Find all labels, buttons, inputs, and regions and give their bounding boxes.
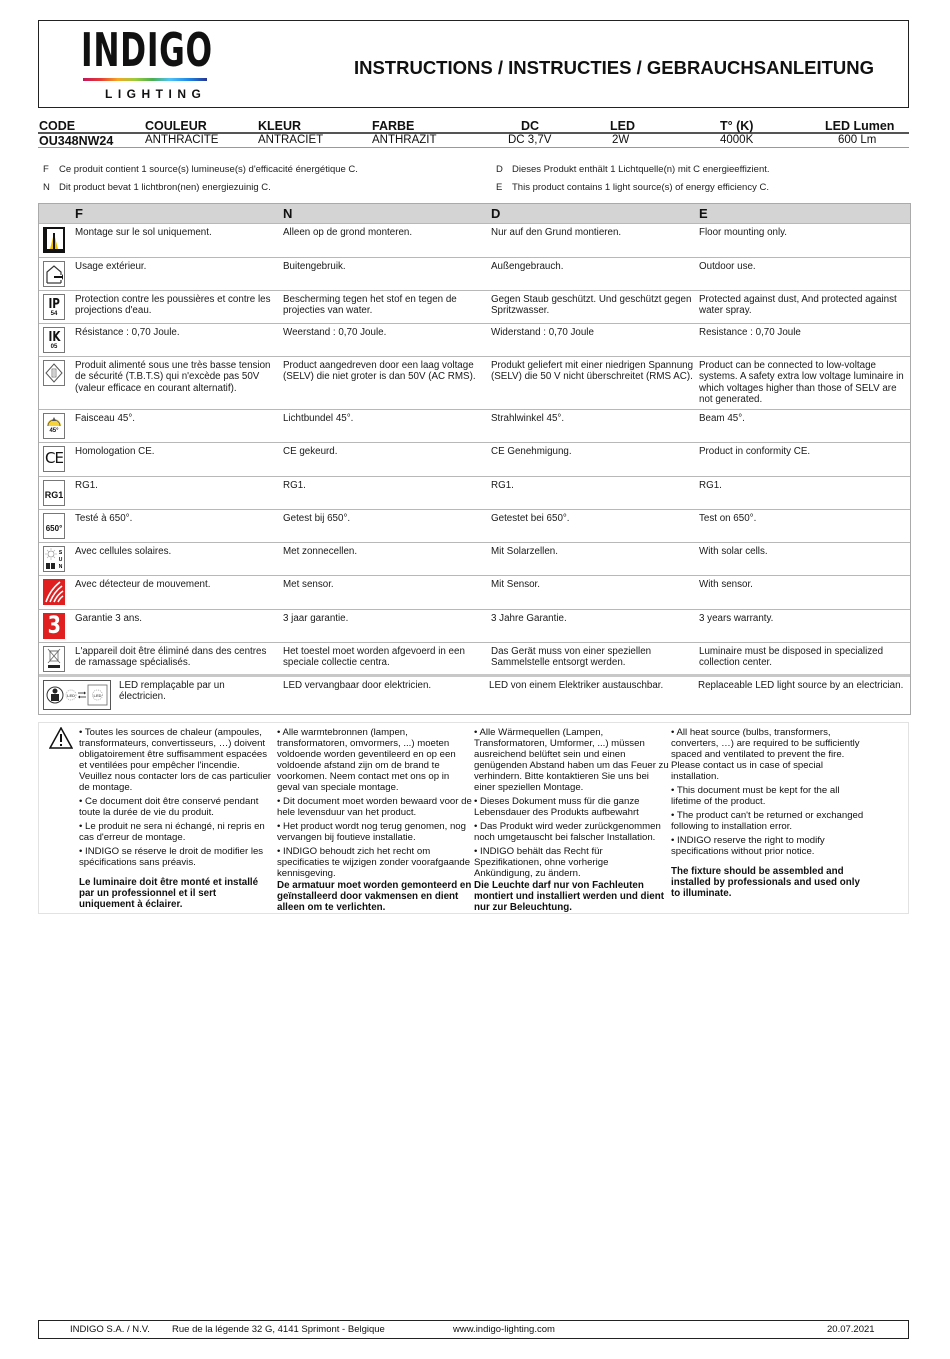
feature-row-selv [39,356,910,409]
spec-value-couleur: ANTHRACITE [145,134,219,146]
spec-value-lumen: 600 Lm [838,134,877,146]
footer-website[interactable]: www.indigo-lighting.com [453,1324,555,1335]
weee-bin-icon [43,646,65,672]
feature-text-f: Produit alimenté sous une très basse tension de sécurité (T.B.T.S) qui n'excède pas 50V (valeur efficace en courant alternatif). [75,360,271,394]
feature-row-led-replaceable [39,674,910,714]
feature-row-ip54 [39,290,910,323]
feature-text-n: Alleen op de grond monteren. [283,227,413,238]
feature-row-beam [39,409,910,442]
feature-text-n: Weerstand : 0,70 Joule. [283,327,387,338]
svg-text:S: S [58,550,63,556]
warning-item: • INDIGO se réserve le droit de modifier les spécifications sans préavis. [79,846,264,868]
glow-wire-650-icon: 650° [43,513,65,539]
rg1-icon: RG1 [43,480,65,506]
feature-text-f: Garantie 3 ans. [75,613,142,624]
warning-item: • Le produit ne sera ni échangé, ni repris en cas d'erreur de montage. [79,821,265,843]
logo-wordmark: INDIGO [81,23,213,77]
warning-item: • Dit document moet worden bewaard voor de hele levensduur van het product. [277,796,472,818]
feature-text-n: Buitengebruik. [283,261,346,272]
feature-text-d: Mit Solarzellen. [491,546,558,557]
feature-text-d: RG1. [491,480,514,491]
warnings-section [38,722,909,914]
selv-class-iii-icon [43,360,65,386]
energy-label-n: N Dit product bevat 1 lichtbron(nen) energiezuinig C. [43,182,271,193]
feature-row-solar [39,542,910,575]
logo-rainbow-bar [83,78,207,81]
spec-header-temperature: T° (K) [720,119,754,133]
feature-text-f: Montage sur le sol uniquement. [75,227,212,238]
feature-text-f: Avec cellules solaires. [75,546,172,557]
energy-label-e: E This product contains 1 light source(s) of energy efficiency C. [496,182,769,193]
footer-address: Rue de la légende 32 G, 4141 Sprimont - Belgique [172,1324,385,1335]
spec-header-couleur: COULEUR [145,119,207,133]
spec-header-lumen: LED Lumen [825,119,895,133]
spec-value-dc: DC 3,7V [508,134,552,146]
feature-text-f: Faisceau 45°. [75,413,136,424]
feature-text-n: Met zonnecellen. [283,546,358,557]
led-replaceable-by-electrician-icon [43,680,111,710]
feature-text-e: Product in conformity CE. [699,446,811,457]
warning-item: • Das Produkt wird weder zurückgenommen noch umgetauscht bei falscher Installation. [474,821,661,843]
feature-row-ce [39,442,910,476]
feature-table [38,203,911,715]
document-title: INSTRUCTIONS / INSTRUCTIES / GEBRAUCHSANLEITUNG [353,57,875,78]
feature-text-e: Luminaire must be disposed in specialized collection center. [699,646,884,669]
motion-sensor-icon [43,579,65,605]
feature-text-e: Test on 650°. [699,513,757,524]
feature-text-d: Widerstand : 0,70 Joule [491,327,594,338]
feature-text-n: Met sensor. [283,579,334,590]
spec-values-row [38,134,909,148]
feature-text-f: Usage extérieur. [75,261,147,272]
svg-text:N: N [58,564,63,570]
feature-table-header [39,204,910,223]
warning-item: • Ce document doit être conservé pendant toute la durée de vie du produit. [79,796,259,818]
warning-item: • INDIGO behält das Recht für Spezifikationen, ohne vorherige Ankündigung, zu ändern. [474,846,609,879]
ik05-icon: IK 05 [43,327,65,353]
warnings-column-n [277,727,472,916]
feature-text-f: L'appareil doit être éliminé dans des centres de ramassage spécialisés. [75,646,267,669]
feature-text-e: 3 years warranty. [699,613,774,624]
feature-text-f: RG1. [75,480,98,491]
feature-row-warranty [39,609,910,642]
feature-row-outdoor [39,257,910,290]
feature-text-d: Das Gerät muss von einer speziellen Sammelstelle entsorgt werden. [491,646,652,669]
feature-text-f: Testé à 650°. [75,513,133,524]
floor-mount-icon [43,227,65,253]
warning-triangle-icon [49,727,73,749]
feature-text-e: Protected against dust, And protected against water spray. [699,294,897,317]
feature-row-rg1 [39,476,910,509]
warnings-column-d [474,727,669,916]
warning-professional-install: Le luminaire doit être monté et installé par un professionnel et il sert uniquement à éclairer. [79,877,259,910]
feature-row-glow-wire [39,509,910,542]
logo-subtitle: LIGHTING [105,87,207,101]
feature-text-e: Outdoor use. [699,261,756,272]
feature-text-e: RG1. [699,480,722,491]
feature-text-e: Product can be connected to low-voltage systems. A safety extra low voltage luminaire in which voltages higher than those of SELV are not generated. [699,360,904,405]
warning-item: • INDIGO reserve the right to modify specifications without prior notice. [671,835,825,857]
feature-text-d: CE Genehmigung. [491,446,572,457]
svg-text:LED: LED [67,693,75,698]
feature-text-e: Replaceable LED light source by an electrician. [698,680,904,691]
feature-text-d: Produkt geliefert mit einer niedrigen Spannung (SELV) die 50 V nicht überschreitet (RMS AC). [491,360,694,383]
feature-text-d: Getestet bei 650°. [491,513,570,524]
spec-header-kleur: KLEUR [258,119,302,133]
warning-professional-install: Die Leuchte darf nur von Fachleuten montiert und installiert werden und dient nur zur Beleuchtung. [474,880,664,913]
feature-text-d: Außengebrauch. [491,261,564,272]
feature-text-n: Bescherming tegen het stof en tegen de projecties van water. [283,294,457,317]
feature-text-e: Resistance : 0,70 Joule [699,327,801,338]
feature-text-d: LED von einem Elektriker austauschbar. [489,680,664,691]
feature-text-n: RG1. [283,480,306,491]
warning-professional-install: De armatuur moet worden gemonteerd en geïnstalleerd door vakmensen en dient alleen om te verlichten. [277,880,472,913]
spec-table [38,119,909,148]
energy-label-f: F Ce produit contient 1 source(s) lumineuse(s) d'efficacité énergétique C. [43,164,358,175]
feature-text-n: Lichtbundel 45°. [283,413,354,424]
warning-item: • This document must be kept for the all lifetime of the product. [671,785,840,807]
footer-company: INDIGO S.A. / N.V. [70,1324,150,1335]
feature-row-ik05 [39,323,910,356]
feature-text-f: LED remplaçable par un électricien. [119,680,225,703]
feature-text-f: Avec détecteur de mouvement. [75,579,211,590]
warranty-3-years-icon: 3 [43,613,65,639]
beam-angle-icon: 45° [43,413,65,439]
feature-text-d: 3 Jahre Garantie. [491,613,567,624]
spec-value-kleur: ANTRACIET [258,134,324,146]
warning-item: • Het product wordt nog terug genomen, nog vervangen bij foutieve installatie. [277,821,466,843]
column-header-n: N [283,206,293,221]
spec-header-led: LED [610,119,635,133]
feature-text-e: With solar cells. [699,546,768,557]
spec-value-led: 2W [612,134,630,146]
feature-row-motion-sensor [39,575,910,609]
warning-item: • Alle warmtebronnen (lampen, transformatoren, omvormers, ...) moeten voldoende worden geventileerd en op een voldoende afstand zijn om de brand te voorkomen. Neem contact met ons op in geval van speciale montage. [277,727,456,793]
solar-cells-icon [43,546,65,572]
spec-header-row [38,119,909,134]
warning-item: • The product can't be returned or exchanged following to installation error. [671,810,864,832]
feature-text-f: Homologation CE. [75,446,155,457]
warnings-column-e [671,727,871,902]
spec-header-farbe: FARBE [372,119,415,133]
feature-text-d: Nur auf den Grund montieren. [491,227,622,238]
column-header-e: E [699,206,708,221]
warning-item: • Alle Wärmequellen (Lampen, Transformatoren, Umformer, ...) müssen ausreichend belüftet sein und einen genügenden Abstand haben um das Feuer zu verhindern. Bitte kontaktieren Sie uns bei einer speziellen Montage. [474,727,669,793]
feature-text-e: With sensor. [699,579,753,590]
spec-value-temperature: 4000K [720,134,754,146]
feature-text-f: Résistance : 0,70 Joule. [75,327,180,338]
warning-professional-install: The fixture should be assembled and installed by professionals and used only to illuminate. [671,866,860,899]
feature-text-n: CE gekeurd. [283,446,338,457]
warnings-column-f [79,727,274,913]
warning-item: • INDIGO behoudt zich het recht om specificaties te wijzigen zonder voorafgaande kennisgeving. [277,846,471,879]
document-header [38,20,909,108]
warning-item: • Toutes les sources de chaleur (ampoules, transformateurs, convertisseurs, …) doivent obligatoirement être suffisamment espacées et ventilées pour empêcher l'incendie. Veuillez nous contacter lors de cas particulier de montage. [79,727,271,793]
feature-text-d: Strahlwinkel 45°. [491,413,565,424]
ce-mark-icon: CE [43,446,65,472]
outdoor-use-icon [43,261,65,287]
feature-text-e: Floor mounting only. [699,227,788,238]
feature-text-d: Mit Sensor. [491,579,541,590]
spec-value-farbe: ANTHRAZIT [372,134,437,146]
feature-text-n: 3 jaar garantie. [283,613,349,624]
spec-header-code: CODE [39,119,76,133]
energy-label-d: D Dieses Produkt enthält 1 Lichtquelle(n) mit C energieeffizient. [496,164,770,175]
column-header-f: F [75,206,83,221]
document-footer [38,1320,909,1339]
feature-text-n: Getest bij 650°. [283,513,351,524]
feature-text-f: Protection contre les poussières et contre les projections d'eau. [75,294,271,317]
feature-row-floor-mounting [39,223,910,257]
feature-text-n: Het toestel moet worden afgevoerd in een speciale collectie centra. [283,646,465,669]
svg-text:U: U [58,557,63,563]
ip54-icon: IP 54 [43,294,65,320]
feature-text-e: Beam 45°. [699,413,745,424]
feature-text-n: LED vervangbaar door elektricien. [283,680,432,691]
indigo-lighting-logo [81,23,213,103]
warning-item: • Dieses Dokument muss für die ganze Lebensdauer des Produkts aufbewahrt [474,796,640,818]
feature-text-n: Product aangedreven door een laag voltage (SELV) die niet groter is dan 50V (AC RMS). [283,360,476,383]
feature-text-d: Gegen Staub geschützt. Und geschützt gegen Spritzwasser. [491,294,692,317]
footer-date: 20.07.2021 [827,1324,875,1335]
feature-row-disposal [39,642,910,674]
spec-header-dc: DC [521,119,540,133]
spec-value-code: OU348NW24 [39,134,114,148]
column-header-d: D [491,206,501,221]
warning-item: • All heat source (bulbs, transformers, converters, …) are required to be sufficiently spaced and ventilated to prevent the fire. Please contact us in case of special installation. [671,727,860,782]
svg-text:LED: LED [93,693,102,698]
